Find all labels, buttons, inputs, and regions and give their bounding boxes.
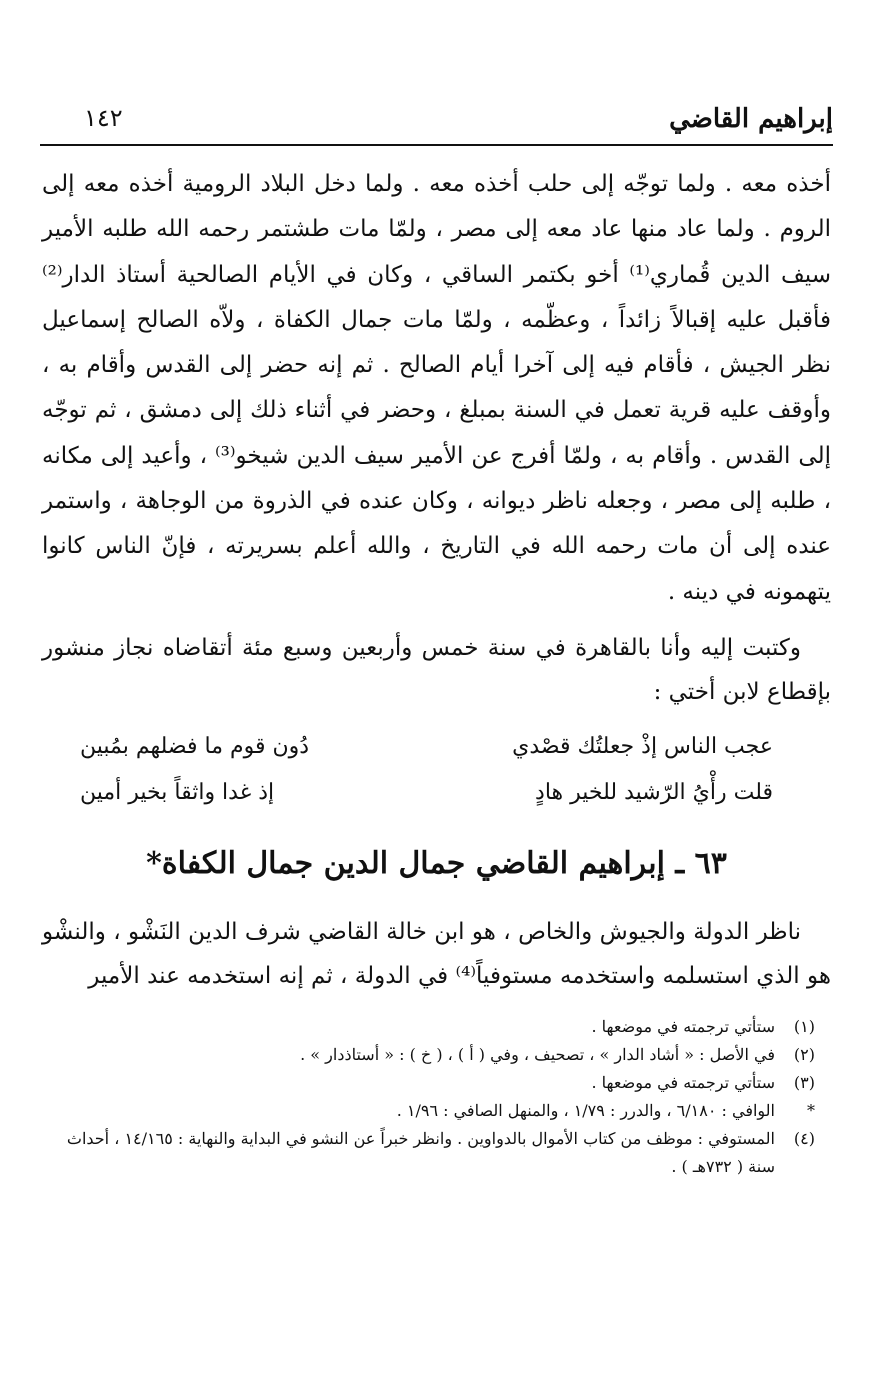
poem-verse xyxy=(50,780,773,826)
footnote-text: الوافي : ٦/١٨٠ ، والدرر : ١/٧٩ ، والمنهل الصافي : ١/٩٦ . xyxy=(396,1101,775,1120)
footnote-mark: (٢) xyxy=(793,1045,815,1064)
body-paragraph: أخذه معه . ولما توجّه إلى حلب أخذه معه . ولما دخل البلاد الرومية أخذه معه إلى الروم . ولما عاد منها عاد معه إلى مصر ، ولمّا مات طشتمر رحمه الله طلبه الأمير سيف الدين قُماري⁽¹⁾ أخو بكتمر الساقي ، وكان في الأيام الصالحية أستاذ الدار⁽²⁾ فأقبل عليه إقبالاً زائداً ، وعظّمه ، ولمّا مات جمال الكفاة ، ولاّه الصالح إسماعيل نظر الجيش ، فأقام فيه إلى آخرا أيام الصالح . ثم إنه حضر إلى القدس وأقام به ، وأوقف عليه قرية تعمل في السنة بمبلغ ، وحضر في أثناء ذلك إلى دمشق ، ثم توجّه إلى القدس . وأقام به ، ولمّا أفرج عن الأمير سيف الدين شيخو⁽³⁾ ، وأعيد إلى مكانه ، طلبه إلى مصر ، وجعله ناظر ديوانه ، وكان عنده في الذروة من الوجاهة ، واستمر عنده إلى أن مات رحمه الله في التاريخ ، والله أعلم بسريرته ، فإنّ الناس كانوا يتهمونه في دينه . xyxy=(42,171,832,605)
poem xyxy=(50,734,773,826)
footnote-mark: (٣) xyxy=(793,1073,815,1092)
footnote xyxy=(42,1097,815,1125)
footnote-mark: * xyxy=(807,1101,815,1120)
running-title: إبراهيم القاضي xyxy=(669,104,833,134)
footnote-text: المستوفي : موظف من كتاب الأموال بالدواوين . وانظر خبراً عن النشو في البداية والنهاية : ١٤/١٦٥ ، أحداث سنة ( ٧٣٢هـ ) . xyxy=(66,1129,775,1176)
footnote-mark: (٤) xyxy=(793,1129,815,1148)
header-rule xyxy=(40,144,833,146)
poem-hemistich: عجب الناس إذْ جعلتُك قصْدي xyxy=(512,734,773,759)
page-number: ١٤٢ xyxy=(84,104,123,132)
footnote xyxy=(42,1069,815,1097)
section-text xyxy=(42,910,831,998)
footnotes xyxy=(42,1013,815,1181)
letter-paragraph: وكتبت إليه وأنا بالقاهرة في سنة خمس وأربعين وسبع مئة أتقاضاه نجاز منشور بإقطاع لابن أختي : xyxy=(42,635,831,705)
poem-verse xyxy=(50,734,773,780)
footnote xyxy=(42,1041,815,1069)
letter-section xyxy=(42,626,831,714)
footnote-text: ستأتي ترجمته في موضعها . xyxy=(591,1017,775,1036)
page-header xyxy=(40,104,833,144)
poem-hemistich: إذ غدا واثقاً بخير أمين xyxy=(80,780,275,805)
section-heading: ٦٣ ـ إبراهيم القاضي جمال الدين جمال الكفاة* xyxy=(146,846,727,881)
poem-hemistich: دُون قوم ما فضلهم بمُبين xyxy=(80,734,310,759)
section-paragraph: ناظر الدولة والجيوش والخاص ، هو ابن خالة القاضي شرف الدين النَشْو ، والنشْو هو الذي استسلمه واستخدمه مستوفياً⁽⁴⁾ في الدولة ، ثم إنه استخدمه عند الأمير xyxy=(42,919,831,989)
poem-hemistich: قلت رأْيُ الرّشيد للخير هادٍ xyxy=(535,780,773,805)
footnote xyxy=(42,1013,815,1041)
footnote xyxy=(42,1125,815,1181)
footnote-text: ستأتي ترجمته في موضعها . xyxy=(591,1073,775,1092)
footnote-text: في الأصل : « أشاد الدار » ، تصحيف ، وفي ( أ ) ، ( خ ) : « أستاذدار » . xyxy=(300,1045,775,1064)
main-text xyxy=(42,162,831,615)
footnote-mark: (١) xyxy=(793,1017,815,1036)
